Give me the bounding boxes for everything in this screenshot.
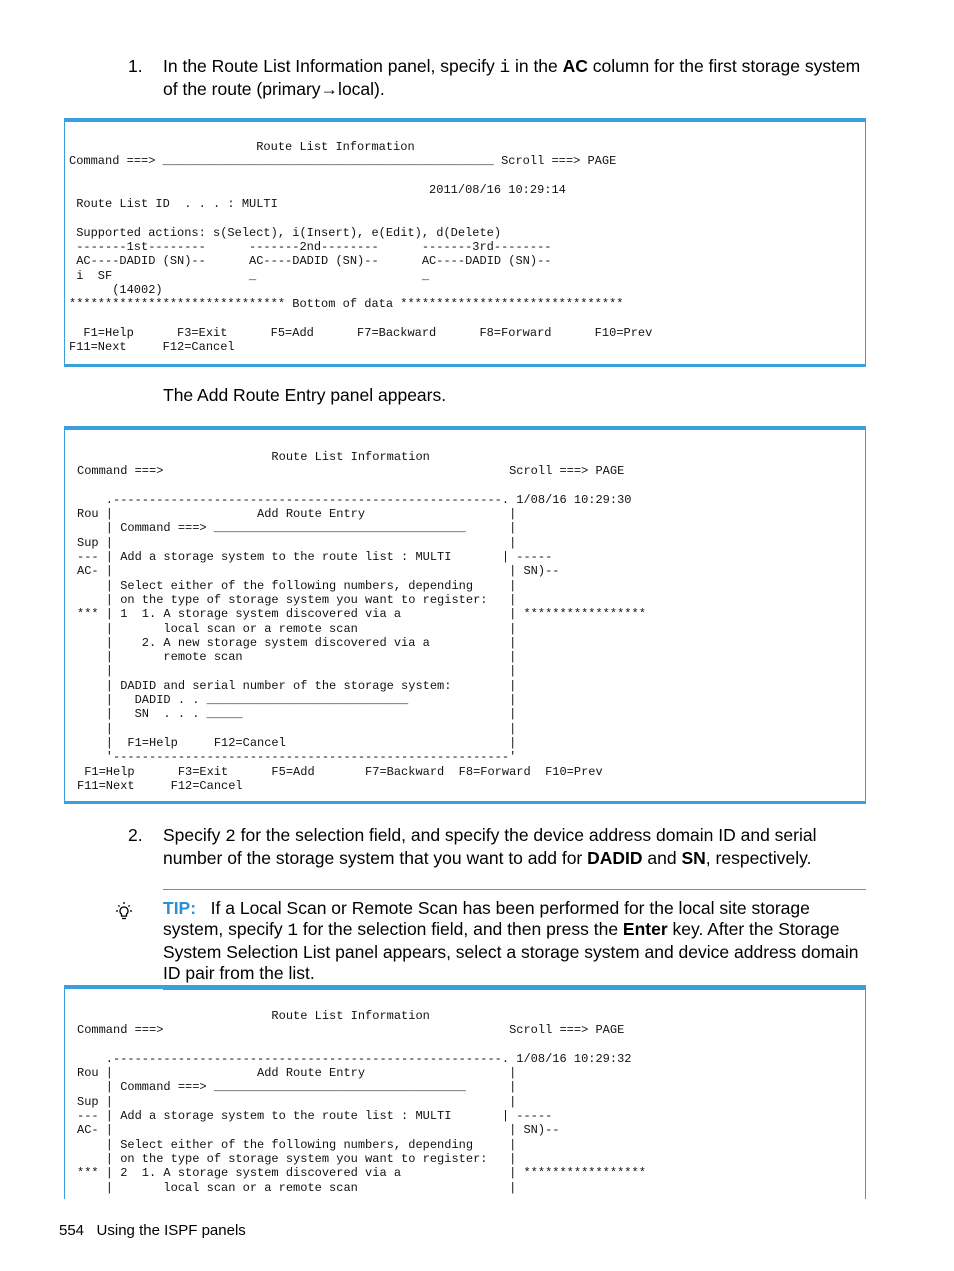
step-1-number: 1. bbox=[128, 56, 143, 76]
tip-bold-enter: Enter bbox=[622, 919, 668, 939]
screen-route-list-1 bbox=[64, 118, 866, 367]
panel-appears-text: The Add Route Entry panel appears. bbox=[163, 385, 447, 405]
tip-box bbox=[163, 889, 866, 990]
tip-label: TIP: bbox=[163, 898, 197, 918]
page-footer bbox=[59, 1222, 246, 1239]
screen-1-text: Route List Information Command ===> ______________________________________________ Scroll ===> PAGE 2011/08/16 10:29:14 Route List ID . . . : MULTI Supported actions: s(Select), i(Insert), e(Edit), d(Delete) -------1st-------- -------2nd-------- -------3rd-------- AC----DADID (SN)-- AC----DADID (SN)-- AC----DADID (SN)-- i SF _ _ (14002) ****************************** Bottom of data ******************************* F1=Help F3=Exit F5=Add F7=Backward F8=Forward F10=Prev F11=Next F12=Cancel bbox=[69, 140, 653, 355]
tip-code-1: 1 bbox=[287, 921, 298, 941]
step-1-bold-ac: AC bbox=[562, 56, 588, 76]
screen-add-route-entry bbox=[64, 426, 866, 804]
step-2-code-2: 2 bbox=[225, 827, 236, 847]
lightbulb-icon bbox=[112, 900, 136, 924]
step-2-text-b: for the selection field, and specify the device address domain ID and serial number of the storage system that you want to add for bbox=[163, 825, 817, 868]
screen-2-text: Route List Information Command ===> Scroll ===> PAGE .------------------------------------------------------. 1/08/16 10:29:30 Rou | Add Route Entry | | Command ===> ___________________________________ | Sup | | --- | Add a storage system to the route list : MULTI | ----- AC- | | SN)-- | Select either of the following numbers, depending | | on the type of storage system you want to register: | *** | 1 1. A storage system discovered via a | ***************** | local scan or a remote scan | | 2. A new storage system discovered via a | | remote scan | | | | DADID and serial number of the storage system: | | DADID . . ____________________________ | | SN . . . _____ | | | | F1=Help F12=Cancel | '-------------------------------------------------------' F1=Help F3=Exit F5=Add F7=Backward F8=Forward F10=Prev F11=Next F12=Cancel bbox=[77, 450, 646, 793]
step-1-text-a: In the Route List Information panel, specify bbox=[163, 56, 500, 76]
screen-3-text: Route List Information Command ===> Scroll ===> PAGE .------------------------------------------------------. 1/08/16 10:29:32 Rou | Add Route Entry | | Command ===> ___________________________________ | Sup | | --- | Add a storage system to the route list : MULTI | ----- AC- | | SN)-- | Select either of the following numbers, depending | | on the type of storage system you want to register: | *** | 2 1. A storage system discovered via a | ***************** | local scan or a remote scan | bbox=[77, 1009, 646, 1195]
footer-section: Using the ISPF panels bbox=[96, 1222, 246, 1239]
step-2-bold-sn: SN bbox=[681, 848, 706, 868]
step-1-text-c: column for the first storage system of the route (primary→local). bbox=[163, 56, 861, 99]
step-1-code-i: i bbox=[499, 58, 511, 78]
tip-text-a: If a Local Scan or Remote Scan has been performed for the local site storage system, specify bbox=[163, 898, 810, 939]
step-2-text-a: Specify bbox=[163, 825, 226, 845]
tip-text-b: for the selection field, and then press the bbox=[298, 919, 623, 939]
step-2 bbox=[128, 825, 867, 869]
step-1 bbox=[128, 56, 863, 100]
step-2-text-d: , respectively. bbox=[705, 848, 812, 868]
step-2-text-c: and bbox=[642, 848, 682, 868]
page-number: 554 bbox=[59, 1222, 85, 1239]
step-2-bold-dadid: DADID bbox=[587, 848, 643, 868]
step-2-number: 2. bbox=[128, 825, 143, 845]
tip-text-c: key. After the Storage System Selection List panel appears, select a storage system and device address domain ID pair from the list. bbox=[163, 919, 859, 983]
screen-add-route-entry-2 bbox=[64, 985, 866, 1199]
step-1-text-b: in the bbox=[510, 56, 563, 76]
